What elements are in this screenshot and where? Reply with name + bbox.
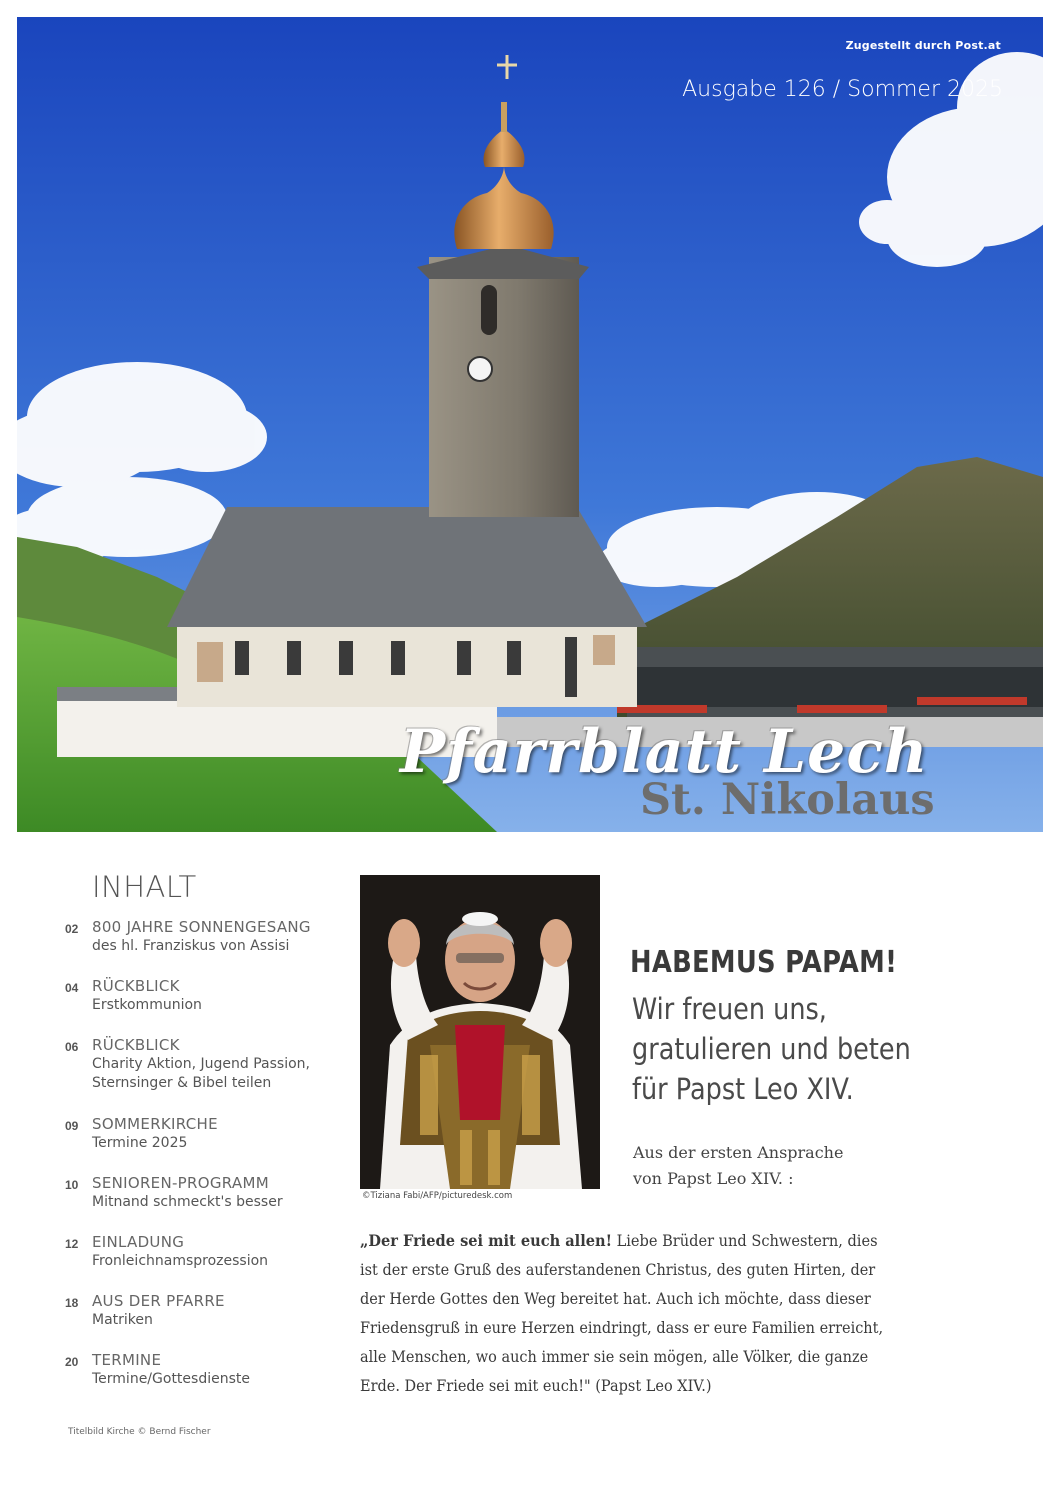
church-illustration [17, 17, 1043, 832]
pope-illustration [360, 875, 600, 1189]
toc-page-number: 10 [65, 1178, 79, 1192]
toc-subtitle [92, 1055, 310, 1093]
toc-subtitle-line: Erstkommunion [92, 997, 202, 1013]
masthead-title: Pfarrblatt Lech [400, 717, 929, 787]
toc-page-number: 02 [65, 922, 79, 936]
intro-line: Aus der ersten Ansprache [633, 1143, 844, 1162]
cover-photo-credit: Titelbild Kirche © Bernd Fischer [68, 1427, 211, 1437]
toc-subtitle [92, 1311, 153, 1330]
headline-line: für Papst Leo XIV. [632, 1072, 854, 1106]
headline-line: Wir freuen uns, [632, 992, 827, 1026]
quote-line: Erde. Der Friede sei mit euch!" (Papst Leo XIV.) [360, 1376, 712, 1395]
postal-delivery-note: Zugestellt durch Post.at [845, 39, 1001, 52]
toc-page-number: 04 [65, 981, 79, 995]
cover-photo [17, 17, 1043, 832]
toc-item [65, 918, 355, 977]
toc-subtitle [92, 996, 202, 1015]
toc-heading: 800 JAHRE SONNENGESANG [92, 918, 311, 936]
quote-line: alle Menschen, wo auch immer sie sein mögen, alle Völker, die ganze [360, 1347, 869, 1366]
quote-line: der Herde Gottes den Weg bereitet hat. Auch ich möchte, dass dieser [360, 1289, 871, 1308]
toc-page-number: 09 [65, 1119, 79, 1133]
article-kicker: HABEMUS PAPAM! [630, 945, 898, 980]
pope-photo-credit: ©Tiziana Fabi/AFP/picturedesk.com [362, 1191, 513, 1201]
toc-title: INHALT [92, 870, 197, 904]
toc-subtitle [92, 1252, 268, 1271]
toc-heading: SENIOREN-PROGRAMM [92, 1174, 269, 1192]
toc-page-number: 20 [65, 1355, 79, 1369]
toc-subtitle-line: Sternsinger & Bibel teilen [92, 1075, 272, 1091]
pope-photo [360, 875, 600, 1189]
toc-subtitle-line: Mitnand schmeckt's besser [92, 1194, 283, 1210]
toc-item [65, 1233, 355, 1292]
toc-page-number: 06 [65, 1040, 79, 1054]
toc-subtitle [92, 1193, 283, 1212]
toc-page-number: 12 [65, 1237, 79, 1251]
toc-item [65, 1292, 355, 1351]
toc-item [65, 1351, 355, 1410]
toc-subtitle-line: Termine 2025 [92, 1135, 188, 1151]
toc-item [65, 1115, 355, 1174]
toc-subtitle [92, 1370, 250, 1389]
toc-subtitle-line: Matriken [92, 1312, 153, 1328]
toc-heading: RÜCKBLICK [92, 977, 180, 995]
edition-label: Ausgabe 126 / Sommer 2025 [682, 77, 1003, 102]
toc-item [65, 1174, 355, 1233]
quote-line [360, 1226, 906, 1255]
quote-line: ist der erste Gruß des auferstandenen Christus, des guten Hirten, der [360, 1260, 876, 1279]
pope-quote [360, 1226, 960, 1400]
toc-heading: AUS DER PFARRE [92, 1292, 225, 1310]
toc-heading: RÜCKBLICK [92, 1036, 180, 1054]
table-of-contents [65, 918, 355, 1410]
toc-subtitle [92, 937, 289, 956]
toc-subtitle-line: des hl. Franziskus von Assisi [92, 938, 290, 954]
quote-opening-bold: „Der Friede sei mit euch allen! [360, 1231, 612, 1250]
toc-heading: TERMINE [92, 1351, 162, 1369]
toc-page-number: 18 [65, 1296, 79, 1310]
toc-subtitle-line: Fronleichnamsprozession [92, 1253, 269, 1269]
article-intro [633, 1140, 843, 1192]
toc-subtitle-line: Termine/Gottesdienste [92, 1371, 250, 1387]
masthead-subtitle: St. Nikolaus [640, 775, 935, 825]
toc-heading: SOMMERKIRCHE [92, 1115, 218, 1133]
toc-subtitle [92, 1134, 187, 1153]
quote-line: Friedensgruß in eure Herzen eindringt, dass er eure Familien erreicht, [360, 1318, 884, 1337]
intro-line: von Papst Leo XIV. : [633, 1169, 794, 1188]
toc-heading: EINLADUNG [92, 1233, 185, 1251]
toc-item [65, 1036, 355, 1115]
toc-item [65, 977, 355, 1036]
toc-subtitle-line: Charity Aktion, Jugend Passion, [92, 1056, 310, 1072]
article-headline [632, 989, 962, 1109]
headline-line: gratulieren und beten [632, 1032, 911, 1066]
quote-line-text: Liebe Brüder und Schwestern, dies [611, 1231, 878, 1250]
